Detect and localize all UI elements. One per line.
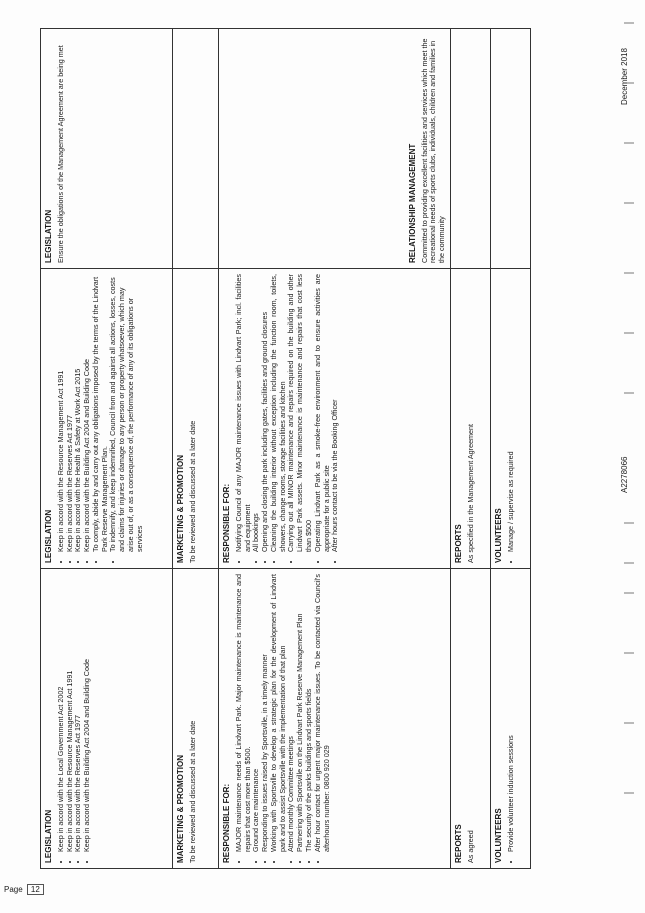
col1-volunteers-title: VOLUNTEERS (494, 808, 503, 863)
col3-empty-cell (451, 29, 491, 269)
col1-marketing-title: MARKETING & PROMOTION (176, 755, 185, 863)
list-item: • Attend monthly Committee meetings (287, 574, 296, 852)
list-item: • Provide volunteer induction sessions (507, 574, 516, 852)
col2-responsible-list (235, 274, 340, 563)
list-item: • Cleaning the building interior without exception including the function room, toilets, showers, change rooms, storage facilities and kitchen (270, 274, 288, 552)
col2-legislation-title: LEGISLATION (44, 509, 53, 563)
list-item: • After hour contact for urgent major maintenance issues. To be contacted via Council's afterhours number: 0800 920 029 (314, 574, 332, 852)
col3-relationship-text: Committed to providing excellent facilities and services which meet the recreational needs of sports clubs, individuals, children and families in the community (419, 38, 447, 263)
col2-marketing-text: To be reviewed and discussed at a later date (187, 420, 197, 563)
col3-legislation-title: LEGISLATION (44, 209, 53, 263)
col1-responsible-title: RESPONSIBLE FOR: (222, 783, 231, 863)
binder-edge-marks (618, 3, 640, 893)
col1-reports-text: As agreed (465, 830, 475, 863)
col2-legislation-list (57, 274, 145, 563)
col3-empty-cell (491, 29, 531, 269)
list-item: • Operating Lindvart Park as a smoke-free environment and to ensure activities are appropriate for a public site (314, 274, 332, 552)
list-item: • The security of the parks buildings and sports fields (305, 574, 314, 852)
list-item: • Keep in accord with the Building Act 2004 and Building Code (83, 274, 92, 552)
list-item: • Opening and closing the park including gates, facilities and ground closures (261, 274, 270, 552)
col1-volunteers-list (507, 574, 516, 863)
col2-legislation-cell (41, 269, 173, 569)
col2-volunteers-list (507, 274, 516, 563)
col1-legislation-list (57, 574, 92, 863)
col3-legislation-cell (41, 29, 173, 269)
document-date: December 2018 (620, 48, 629, 105)
list-item: • Carrying out all MINOR maintenance and repairs required on the building and other Lindvart Park assets. Minor maintenance is maintenance and repairs that cost less than $500 (287, 274, 313, 552)
list-item: • Partnering with Sportsville on the Lindvart Park Reserve Management Plan (296, 574, 305, 852)
col2-volunteers-cell (491, 269, 531, 569)
col1-reports-title: REPORTS (454, 824, 463, 863)
col1-legislation-cell (41, 569, 173, 869)
col3-relationship-cell (219, 29, 451, 269)
document-reference: A2278066 (620, 456, 629, 493)
col2-responsible-title: RESPONSIBLE FOR: (222, 483, 231, 563)
col1-reports-cell (451, 569, 491, 869)
list-item: • Keep in accord with the Resource Management Act 1991 (66, 574, 75, 852)
list-item: • Notifying Council of any MAJOR maintenance issues with Lindvart Park; incl. facilities and equipment (235, 274, 253, 552)
col2-reports-title: REPORTS (454, 524, 463, 563)
list-item: • All bookings (252, 274, 261, 552)
col1-legislation-title: LEGISLATION (44, 809, 53, 863)
col1-marketing-text: To be reviewed and discussed at a later date (187, 720, 197, 863)
list-item: • Keep in accord with the Building Act 2004 and Building Code (83, 574, 92, 852)
col2-reports-text: As specified in the Management Agreement (465, 423, 475, 563)
col2-marketing-cell (173, 269, 219, 569)
col3-relationship-title: RELATIONSHIP MANAGEMENT (407, 143, 417, 263)
col2-responsible-cell (219, 269, 451, 569)
page-number-label (4, 885, 44, 894)
list-item: • Keep in accord with the Reserves Act 1977 (66, 274, 75, 552)
col3-empty-cell (173, 29, 219, 269)
col2-volunteers-title: VOLUNTEERS (494, 508, 503, 563)
page-label: Page (4, 885, 23, 894)
list-item: • Working with Sportsville to develop a strategic plan for the development of Lindvart park and to assist Sportsville with the implementation of that plan (270, 574, 288, 852)
list-item: • To indemnify, and keep indemnified, Council from and against all actions, losses, costs and claims for injuries or damage to any person or property whatsoever, which may arise out of, or as a consequence of, the performance of any of its obligations or services (109, 274, 144, 552)
list-item: • Keep in accord with the Local Government Act 2002 (57, 574, 66, 852)
col1-responsible-list (235, 574, 332, 863)
responsibilities-table (40, 28, 531, 869)
col1-responsible-cell (219, 569, 451, 869)
col1-volunteers-cell (491, 569, 531, 869)
col2-marketing-title: MARKETING & PROMOTION (176, 455, 185, 563)
list-item: • Keep in accord with the Resource Management Act 1991 (57, 274, 66, 552)
list-item: • Manage / supervise as required (507, 274, 516, 552)
col3-legislation-text: Ensure the obligations of the Management Agreement are being met (55, 45, 65, 263)
list-item: • MAJOR maintenance needs of Lindvart Park. Major maintenance is maintenance and repairs that cost more than $500. (235, 574, 253, 852)
list-item: • Keep in accord with the Reserves Act 1977 (74, 574, 83, 852)
list-item: • Keep in accord with the Health & Safety at Work Act 2015 (74, 274, 83, 552)
list-item: • Responding to issues raised by Sportsville, in a timely manner (261, 574, 270, 852)
col1-marketing-cell (173, 569, 219, 869)
list-item: • After hours contact to be via the Booking Officer (331, 274, 340, 552)
list-item: • To comply, abide by and carry out any obligations imposed by the terms of the Lindvart Park Reserve Management Plan. (92, 274, 110, 552)
list-item: • Ground care maintenance (252, 574, 261, 852)
col2-reports-cell (451, 269, 491, 569)
page-number: 12 (27, 884, 44, 895)
